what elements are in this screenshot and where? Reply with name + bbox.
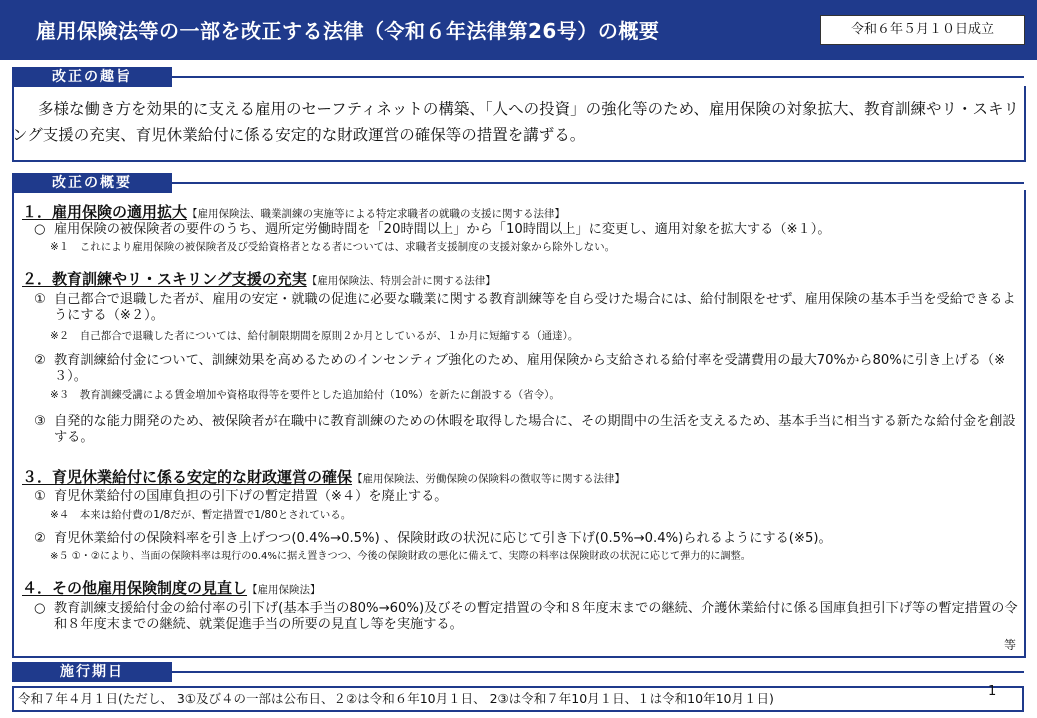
list-item: ② 育児休業給付の保険料率を引き上げつつ(0.4%→0.5%) 、保険財政の状況に応じて引き下げ(0.5%→0.4%)られるようにする(※5)。 <box>34 531 832 546</box>
section-heading: １．雇用保険の適用拡大【雇用保険法、職業訓練の実施等による特定求職者の就職の支援に関する法律】 <box>22 203 566 221</box>
list-item: ① 自己都合で退職した者が、雇用の安定・就職の促進に必要な職業に関する教育訓練等を自ら受けた場合には、給付制限をせず、雇用保険の基本手当を受給できるようにする（※２）。 <box>34 292 1016 323</box>
list-item: ○ 教育訓練支援給付金の給付率の引下げ(基本手当の80%→60%)及びその暫定措置の令和８年度末までの継続、介護休業給付に係る国庫負担引下げ等の暫定措置の令和８年度末までの継続、就業促進手当の所要の見直し等を実施する。 <box>34 601 1018 632</box>
list-item: ② 教育訓練給付金について、訓練効果を高めるためのインセンティブ強化のため、雇用保険から支給される給付率を受講費用の最大70%から80%に引き上げる（※３）。 <box>34 353 1006 384</box>
list-item: ③ 自発的な能力開発のため、被保険者が在職中に教育訓練のための休暇を取得した場合に、その期間中の生活を支えるため、基本手当に相当する新たな給付金を創設する。 <box>34 414 1016 445</box>
section-heading: ３．育児休業給付に係る安定的な財政運営の確保【雇用保険法、労働保険の保険料の徴収等に関する法律】 <box>22 468 626 486</box>
list-item: ① 育児休業給付の国庫負担の引下げの暫定措置（※４）を廃止する。 <box>34 489 448 504</box>
section-heading: ２．教育訓練やリ・スキリング支援の充実【雇用保険法、特別会計に関する法律】 <box>22 270 496 288</box>
page-number: 1 <box>988 684 997 699</box>
effective-date-text: 令和７年４月１日(ただし、 3①及び４の一部は公布日、２②は令和６年10月１日、 2③は令和７年10月１日、１は令和10年10月１日) <box>12 686 1024 712</box>
purpose-label: 改正の趣旨 <box>12 67 172 87</box>
footnote: ※５ ①・②により、当面の保険料率は現行の0.4%に据え置きつつ、今後の保険財政の悪化に備えて、実際の料率は保険財政の状況に応じて弾力的に調整。 <box>50 551 751 562</box>
page-title: 雇用保険法等の一部を改正する法律（令和６年法律第26号）の概要 <box>36 19 660 43</box>
title-banner <box>0 0 1037 60</box>
footnote: ※１ これにより雇用保険の被保険者及び受給資格者となる者については、求職者支援制度の支援対象から除外しない。 <box>50 241 616 253</box>
overview-label-rule <box>172 182 1024 184</box>
purpose-text: 多様な働き方を効果的に支える雇用のセーフティネットの構築、「人への投資」の強化等のため、雇用保険の対象拡大、教育訓練やリ・スキリング支援の充実、育児休業給付に係る安定的な財政運営の確保等の措置を講ずる。 <box>12 100 1019 144</box>
section-heading: ４．その他雇用保険制度の見直し【雇用保険法】 <box>22 579 321 597</box>
effective-date-label: 施行期日 <box>12 662 172 682</box>
footnote: ※４ 本来は給付費の1/8だが、暫定措置で1/80とされている。 <box>50 509 352 521</box>
footnote: ※２ 自己都合で退職した者については、給付制限期間を原則２か月としているが、１か月に短縮する（通達）。 <box>50 330 579 342</box>
effective-label-rule <box>172 671 1024 673</box>
enactment-date-badge: 令和６年５月１０日成立 <box>820 15 1025 45</box>
purpose-label-rule <box>172 76 1024 78</box>
list-item: ○ 雇用保険の被保険者の要件のうち、週所定労働時間を「20時間以上」から「10時間以上」に変更し、適用対象を拡大する（※１）。 <box>34 222 831 237</box>
etc-mark: 等 <box>1004 638 1017 652</box>
footnote: ※３ 教育訓練受講による賃金増加や資格取得等を要件とした追加給付（10%）を新たに創設する（省令）。 <box>50 389 560 401</box>
overview-label: 改正の概要 <box>12 173 172 193</box>
